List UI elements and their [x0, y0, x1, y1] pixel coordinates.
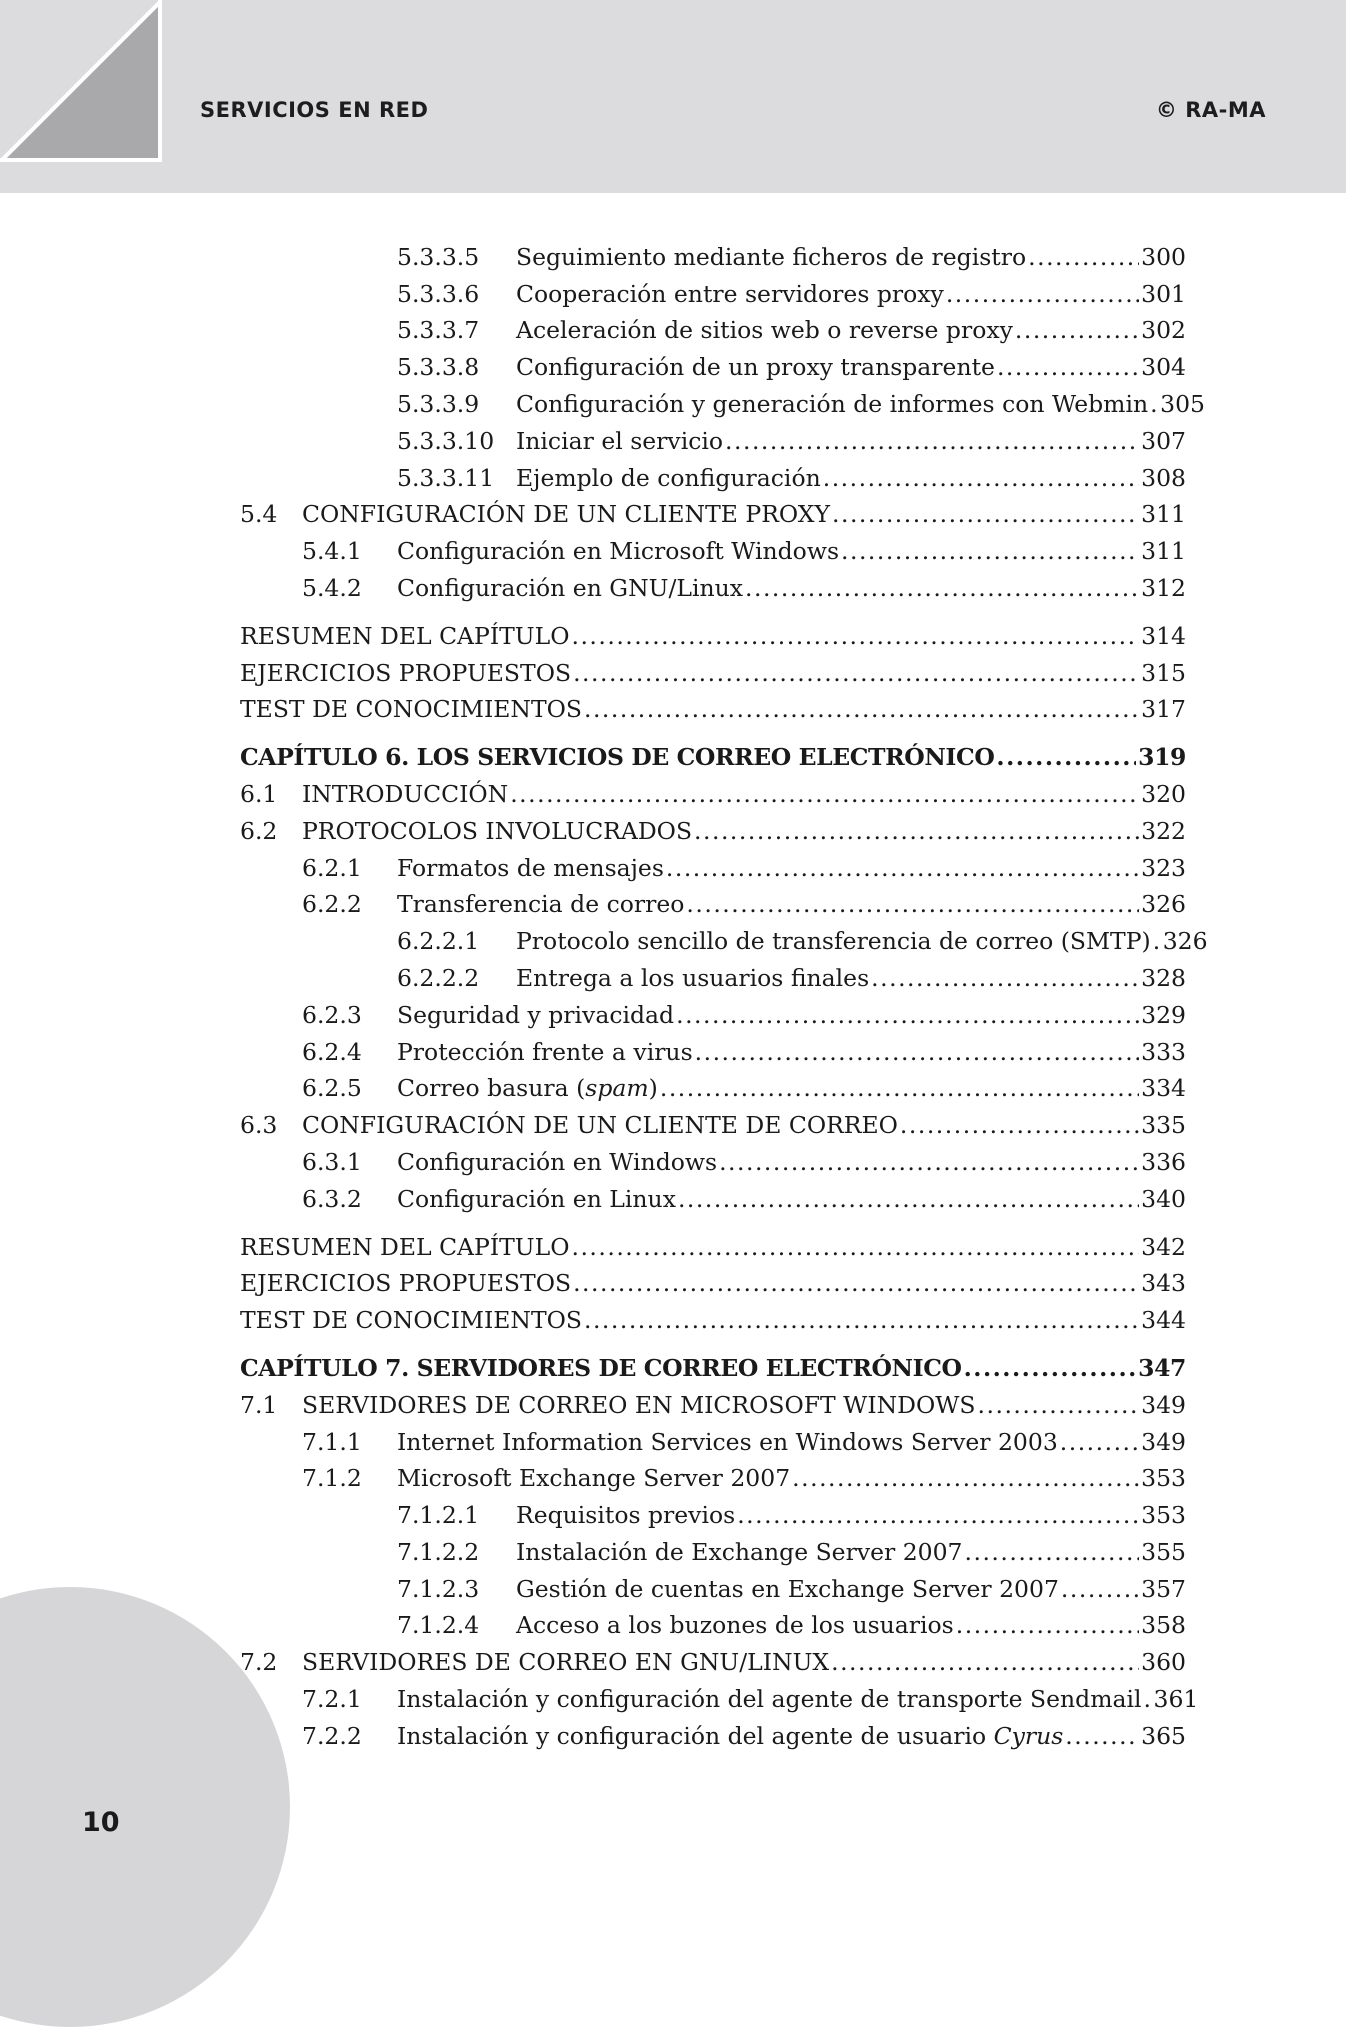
toc-dot-leader — [660, 1073, 1139, 1103]
toc-dot-leader — [1061, 1574, 1139, 1604]
toc-entry-page: 357 — [1141, 1574, 1186, 1603]
toc-chapter-entry — [240, 1346, 1186, 1383]
toc-chapter-entry — [240, 735, 1186, 772]
toc-entry — [240, 688, 1186, 725]
toc-dot-leader — [571, 621, 1139, 651]
toc-entry-number: 5.3.3.11 — [397, 463, 495, 492]
toc-entry — [240, 566, 1186, 603]
toc-dot-leader — [792, 1463, 1139, 1493]
toc-entry — [240, 272, 1186, 309]
toc-entry-page: 305 — [1160, 389, 1205, 418]
toc-entry-title: Transferencia de correo — [397, 890, 685, 919]
toc-entry-title: RESUMEN DEL CAPÍTULO — [240, 621, 570, 650]
toc-entry-page: 300 — [1141, 242, 1186, 271]
toc-dot-leader — [573, 658, 1139, 688]
toc-entry-title: SERVIDORES DE CORREO EN GNU/LINUX — [302, 1648, 830, 1677]
toc-entry — [240, 1714, 1186, 1751]
toc-entry-page: 335 — [1141, 1111, 1186, 1140]
toc-entry-page: 355 — [1141, 1537, 1186, 1566]
toc-entry-title: Configuración y generación de informes con Webmin — [516, 389, 1149, 418]
toc-dot-leader — [584, 1305, 1139, 1335]
toc-entry-title: Microsoft Exchange Server 2007 — [397, 1464, 791, 1493]
toc-entry-page: 317 — [1141, 695, 1186, 724]
toc-dot-leader — [841, 536, 1139, 566]
toc-dot-leader — [666, 853, 1139, 883]
toc-entry — [240, 1383, 1186, 1420]
toc-entry — [240, 1030, 1186, 1067]
toc-dot-leader — [832, 499, 1139, 529]
toc-entry — [240, 235, 1186, 272]
toc-entry-number: 7.1.2 — [302, 1464, 362, 1493]
toc-entry-page: 349 — [1141, 1390, 1186, 1419]
toc-entry — [240, 1067, 1186, 1104]
toc-dot-leader — [676, 1000, 1139, 1030]
toc-entry-number: 6.3 — [240, 1111, 278, 1140]
toc-entry — [240, 1420, 1186, 1457]
toc-entry — [240, 993, 1186, 1030]
toc-dot-leader — [678, 1184, 1139, 1214]
toc-entry-page: 343 — [1141, 1269, 1186, 1298]
toc-entry-title: EJERCICIOS PROPUESTOS — [240, 1269, 572, 1298]
toc-entry-page: 307 — [1141, 426, 1186, 455]
toc-entry — [240, 309, 1186, 346]
toc-entry-title: Entrega a los usuarios finales — [516, 963, 870, 992]
toc-entry-number: 7.2.1 — [302, 1685, 362, 1714]
toc-entry-number: 5.4.1 — [302, 537, 362, 566]
toc-entry-number: 6.3.2 — [302, 1184, 362, 1213]
toc-entry — [240, 456, 1186, 493]
toc-entry — [240, 919, 1208, 956]
toc-entry-title: Cooperación entre servidores proxy — [516, 279, 944, 308]
toc-entry-title: Instalación de Exchange Server 2007 — [516, 1537, 963, 1566]
toc-entry-title: CAPÍTULO 7. SERVIDORES DE CORREO ELECTRÓNICO — [240, 1353, 962, 1382]
toc-dot-leader — [584, 694, 1139, 724]
toc-entry-title: Protocolo sencillo de transferencia de correo (SMTP) — [516, 927, 1151, 956]
toc-entry-title: Ejemplo de configuración — [516, 463, 821, 492]
toc-entry-number: 6.2.5 — [302, 1074, 362, 1103]
toc-entry-number: 7.1 — [240, 1390, 278, 1419]
toc-dot-leader — [1065, 1721, 1139, 1751]
running-header-title: SERVICIOS EN RED — [200, 98, 429, 122]
toc-entry-number: 6.2.3 — [302, 1000, 362, 1029]
toc-entry — [240, 614, 1186, 651]
toc-entry-title: TEST DE CONOCIMIENTOS — [240, 1306, 582, 1335]
toc-entry — [240, 651, 1186, 688]
toc-entry-page: 320 — [1141, 779, 1186, 808]
toc-dot-leader — [996, 742, 1136, 772]
toc-entry — [240, 1530, 1186, 1567]
header-band — [0, 0, 1346, 193]
toc-entry-page: 314 — [1141, 621, 1186, 650]
toc-dot-leader — [1015, 315, 1139, 345]
toc-entry-number: 7.1.2.4 — [397, 1611, 480, 1640]
toc-entry-title: Seguimiento mediante ficheros de registro — [516, 242, 1027, 271]
toc-dot-leader — [745, 573, 1139, 603]
toc-entry-page: 323 — [1141, 853, 1186, 882]
toc-entry — [240, 1493, 1186, 1530]
toc-entry — [240, 1640, 1186, 1677]
toc-dot-leader — [695, 1037, 1140, 1067]
toc-entry-number: 6.2.2 — [302, 890, 362, 919]
toc-dot-leader — [1060, 1427, 1139, 1457]
toc-entry-title: Configuración en Microsoft Windows — [397, 537, 840, 566]
toc-entry-number: 6.1 — [240, 779, 278, 808]
toc-entry-number: 6.2.2.2 — [397, 963, 480, 992]
toc-entry-title: CONFIGURACIÓN DE UN CLIENTE PROXY — [302, 500, 830, 529]
toc-entry-page: 301 — [1141, 279, 1186, 308]
toc-entry-title: RESUMEN DEL CAPÍTULO — [240, 1232, 570, 1261]
toc-entry-number: 6.2 — [240, 816, 278, 845]
toc-entry-page: 311 — [1141, 537, 1186, 566]
toc-entry-number: 6.2.4 — [302, 1037, 362, 1066]
toc-entry — [240, 382, 1205, 419]
toc-entry-page: 302 — [1141, 316, 1186, 345]
toc-entry-title: CAPÍTULO 6. LOS SERVICIOS DE CORREO ELECTRÓNICO — [240, 743, 995, 772]
toc-dot-leader — [823, 463, 1139, 493]
toc-entry — [240, 419, 1186, 456]
toc-entry-title: Configuración de un proxy transparente — [516, 353, 995, 382]
toc-entry-title: Gestión de cuentas en Exchange Server 2007 — [516, 1574, 1059, 1603]
toc-entry — [240, 1298, 1186, 1335]
toc-entry-title: Protección frente a virus — [397, 1037, 693, 1066]
toc-entry-title: Configuración en Windows — [397, 1147, 718, 1176]
toc-dot-leader — [978, 1390, 1140, 1420]
toc-entry-title: SERVIDORES DE CORREO EN MICROSOFT WINDOWS — [302, 1390, 976, 1419]
toc-entry — [240, 1225, 1186, 1262]
toc-entry — [240, 809, 1186, 846]
toc-entry-number: 5.3.3.8 — [397, 353, 480, 382]
toc-entry-title: Configuración en GNU/Linux — [397, 573, 744, 602]
toc-entry-number: 6.3.1 — [302, 1147, 362, 1176]
toc-dot-leader — [725, 426, 1139, 456]
toc-entry-page: 326 — [1162, 927, 1208, 956]
toc-entry-title: CONFIGURACIÓN DE UN CLIENTE DE CORREO — [302, 1111, 898, 1140]
toc-entry-number: 7.1.2.2 — [397, 1537, 480, 1566]
toc-entry-number: 5.3.3.6 — [397, 279, 480, 308]
toc-entry — [240, 846, 1186, 883]
toc-entry-title: Iniciar el servicio — [516, 426, 724, 455]
toc-dot-leader — [997, 352, 1139, 382]
toc-entry-title: Correo basura (spam) — [397, 1074, 658, 1103]
toc-entry-page: 340 — [1141, 1184, 1186, 1213]
running-header-publisher: © RA-MA — [1155, 98, 1266, 122]
toc-dot-leader — [900, 1110, 1139, 1140]
toc-dot-leader — [694, 816, 1139, 846]
table-of-contents — [240, 235, 1208, 1751]
toc-dot-leader — [1153, 926, 1161, 956]
toc-dot-leader — [510, 779, 1139, 809]
toc-entry-title: Aceleración de sitios web o reverse proxy — [516, 316, 1013, 345]
toc-entry — [240, 1103, 1186, 1140]
toc-entry-number: 7.1.2.3 — [397, 1574, 480, 1603]
toc-entry — [240, 1457, 1186, 1494]
toc-dot-leader — [965, 1537, 1140, 1567]
toc-entry-page: 312 — [1141, 573, 1186, 602]
toc-entry — [240, 883, 1186, 920]
toc-entry-page: 315 — [1141, 658, 1186, 687]
toc-entry-page: 365 — [1141, 1721, 1186, 1750]
toc-dot-leader — [946, 279, 1139, 309]
toc-entry — [240, 1604, 1186, 1641]
toc-dot-leader — [686, 889, 1139, 919]
toc-entry-number: 5.4 — [240, 500, 278, 529]
toc-entry-title: Instalación y configuración del agente de transporte Sendmail — [397, 1685, 1142, 1714]
toc-dot-leader — [571, 1232, 1139, 1262]
toc-entry-title: INTRODUCCIÓN — [302, 779, 509, 808]
toc-entry-title: PROTOCOLOS INVOLUCRADOS — [302, 816, 693, 845]
toc-entry — [240, 1140, 1186, 1177]
toc-entry — [240, 529, 1186, 566]
toc-entry-page: 353 — [1141, 1501, 1186, 1530]
toc-entry-number: 7.1.2.1 — [397, 1501, 480, 1530]
toc-entry-page: 322 — [1141, 816, 1186, 845]
toc-entry-number: 7.2 — [240, 1648, 278, 1677]
page-number: 10 — [82, 1807, 120, 1838]
toc-entry-page: 349 — [1141, 1427, 1186, 1456]
toc-entry — [240, 1677, 1199, 1714]
toc-entry-page: 344 — [1141, 1306, 1186, 1335]
toc-dot-leader — [956, 1610, 1139, 1640]
toc-entry-title: Seguridad y privacidad — [397, 1000, 675, 1029]
toc-dot-leader — [573, 1268, 1139, 1298]
toc-entry-number: 7.1.1 — [302, 1427, 362, 1456]
toc-entry-title: Requisitos previos — [516, 1501, 736, 1530]
toc-entry — [240, 956, 1186, 993]
toc-entry-page: 360 — [1141, 1648, 1186, 1677]
toc-entry-number: 5.3.3.7 — [397, 316, 480, 345]
toc-entry-page: 304 — [1141, 353, 1186, 382]
toc-dot-leader — [964, 1353, 1137, 1383]
toc-entry-page: 347 — [1138, 1353, 1186, 1382]
toc-entry-number: 6.2.2.1 — [397, 927, 480, 956]
toc-entry-page: 361 — [1153, 1685, 1199, 1714]
toc-entry-number: 5.4.2 — [302, 573, 362, 602]
page-corner-fold — [0, 0, 162, 162]
toc-entry-title: Instalación y configuración del agente de usuario Cyrus — [397, 1721, 1064, 1750]
toc-dot-leader — [1144, 1684, 1152, 1714]
toc-entry-title: Acceso a los buzones de los usuarios — [516, 1611, 954, 1640]
toc-entry-title: Internet Information Services en Windows Server 2003 — [397, 1427, 1058, 1456]
toc-entry-title: Configuración en Linux — [397, 1184, 676, 1213]
toc-entry-page: 334 — [1141, 1074, 1186, 1103]
toc-dot-leader — [1028, 242, 1139, 272]
toc-entry-page: 311 — [1141, 500, 1186, 529]
toc-entry-title: EJERCICIOS PROPUESTOS — [240, 658, 572, 687]
toc-dot-leader — [1150, 389, 1158, 419]
toc-entry-page: 333 — [1141, 1037, 1186, 1066]
toc-entry-number: 5.3.3.9 — [397, 389, 480, 418]
toc-entry-page: 319 — [1138, 743, 1186, 772]
toc-entry-number: 6.2.1 — [302, 853, 362, 882]
toc-entry — [240, 772, 1186, 809]
toc-entry-title: Formatos de mensajes — [397, 853, 664, 882]
toc-dot-leader — [871, 963, 1139, 993]
toc-entry-number: 5.3.3.10 — [397, 426, 495, 455]
toc-entry-page: 329 — [1141, 1000, 1186, 1029]
toc-dot-leader — [719, 1147, 1139, 1177]
toc-entry — [240, 493, 1186, 530]
toc-dot-leader — [737, 1500, 1139, 1530]
toc-entry — [240, 345, 1186, 382]
toc-entry-number: 5.3.3.5 — [397, 242, 480, 271]
toc-entry-page: 326 — [1141, 890, 1186, 919]
toc-entry-page: 353 — [1141, 1464, 1186, 1493]
toc-entry-page: 358 — [1141, 1611, 1186, 1640]
toc-entry-page: 328 — [1141, 963, 1186, 992]
toc-entry — [240, 1177, 1186, 1214]
toc-entry-page: 342 — [1141, 1232, 1186, 1261]
toc-entry-number: 7.2.2 — [302, 1721, 362, 1750]
toc-entry-title: TEST DE CONOCIMIENTOS — [240, 695, 582, 724]
toc-dot-leader — [831, 1647, 1139, 1677]
toc-entry — [240, 1567, 1186, 1604]
toc-entry-page: 308 — [1141, 463, 1186, 492]
toc-entry — [240, 1262, 1186, 1299]
toc-entry-page: 336 — [1141, 1147, 1186, 1176]
